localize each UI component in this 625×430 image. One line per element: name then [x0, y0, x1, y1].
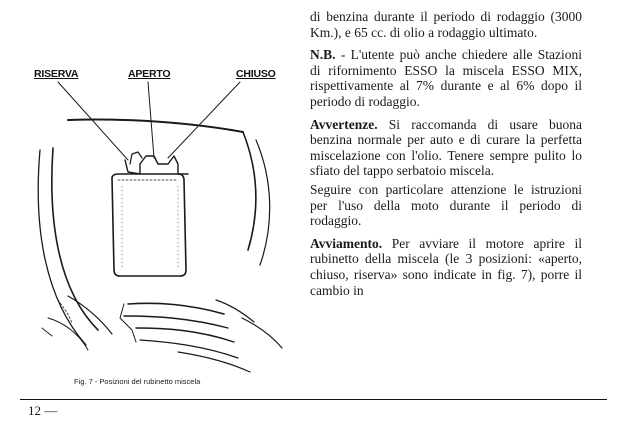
page-number: 12 — [28, 403, 58, 418]
paragraph-avvertenze [310, 117, 582, 179]
label-riserva: RISERVA [34, 68, 79, 80]
label-chiuso: CHIUSO [236, 68, 276, 80]
text-column [310, 9, 582, 305]
figure-caption: Fig. 7 - Posizioni del rubinetto miscela [74, 377, 201, 386]
nb-text: - L'utente può anche chiedere alle Stazioni di rifornimento ESSO la miscela ESSO MIX, rispettivamente al 7% durante e al 6% dopo il periodo di rodaggio. [310, 47, 582, 109]
avvertenze-label: Avvertenze. [310, 116, 378, 132]
paragraph-nb [310, 47, 582, 109]
avvertenze-text: Si raccomanda di usare buona benzina normale per auto e di curare la perfetta miscelazione con l'olio. Tenere sempre pulito lo sfiato del tappo serbatoio miscela. [310, 116, 582, 179]
nb-label: N.B. [310, 47, 336, 63]
paragraph-fuel-quantities: di benzina durante il periodo di rodaggio (3000 Km.), e 65 cc. di olio a rodaggio ultimato. [310, 9, 582, 40]
fuel-tap-illustration [28, 60, 300, 390]
label-aperto: APERTO [128, 68, 171, 80]
paragraph-rodaggio: Seguire con particolare attenzione le istruzioni per l'uso della moto durante il periodo di rodaggio. [310, 181, 582, 229]
footer-rule [20, 399, 607, 400]
figure-fuel-tap [28, 60, 300, 390]
avviamento-label: Avviamento. [310, 235, 383, 251]
avviamento-text: Per avviare il motore aprire il rubinetto della miscela (le 3 posizioni: «aperto, chiuso, riserva» sono indicate in fig. 7), porre il cambio in [310, 235, 582, 298]
paragraph-avviamento [310, 236, 582, 298]
